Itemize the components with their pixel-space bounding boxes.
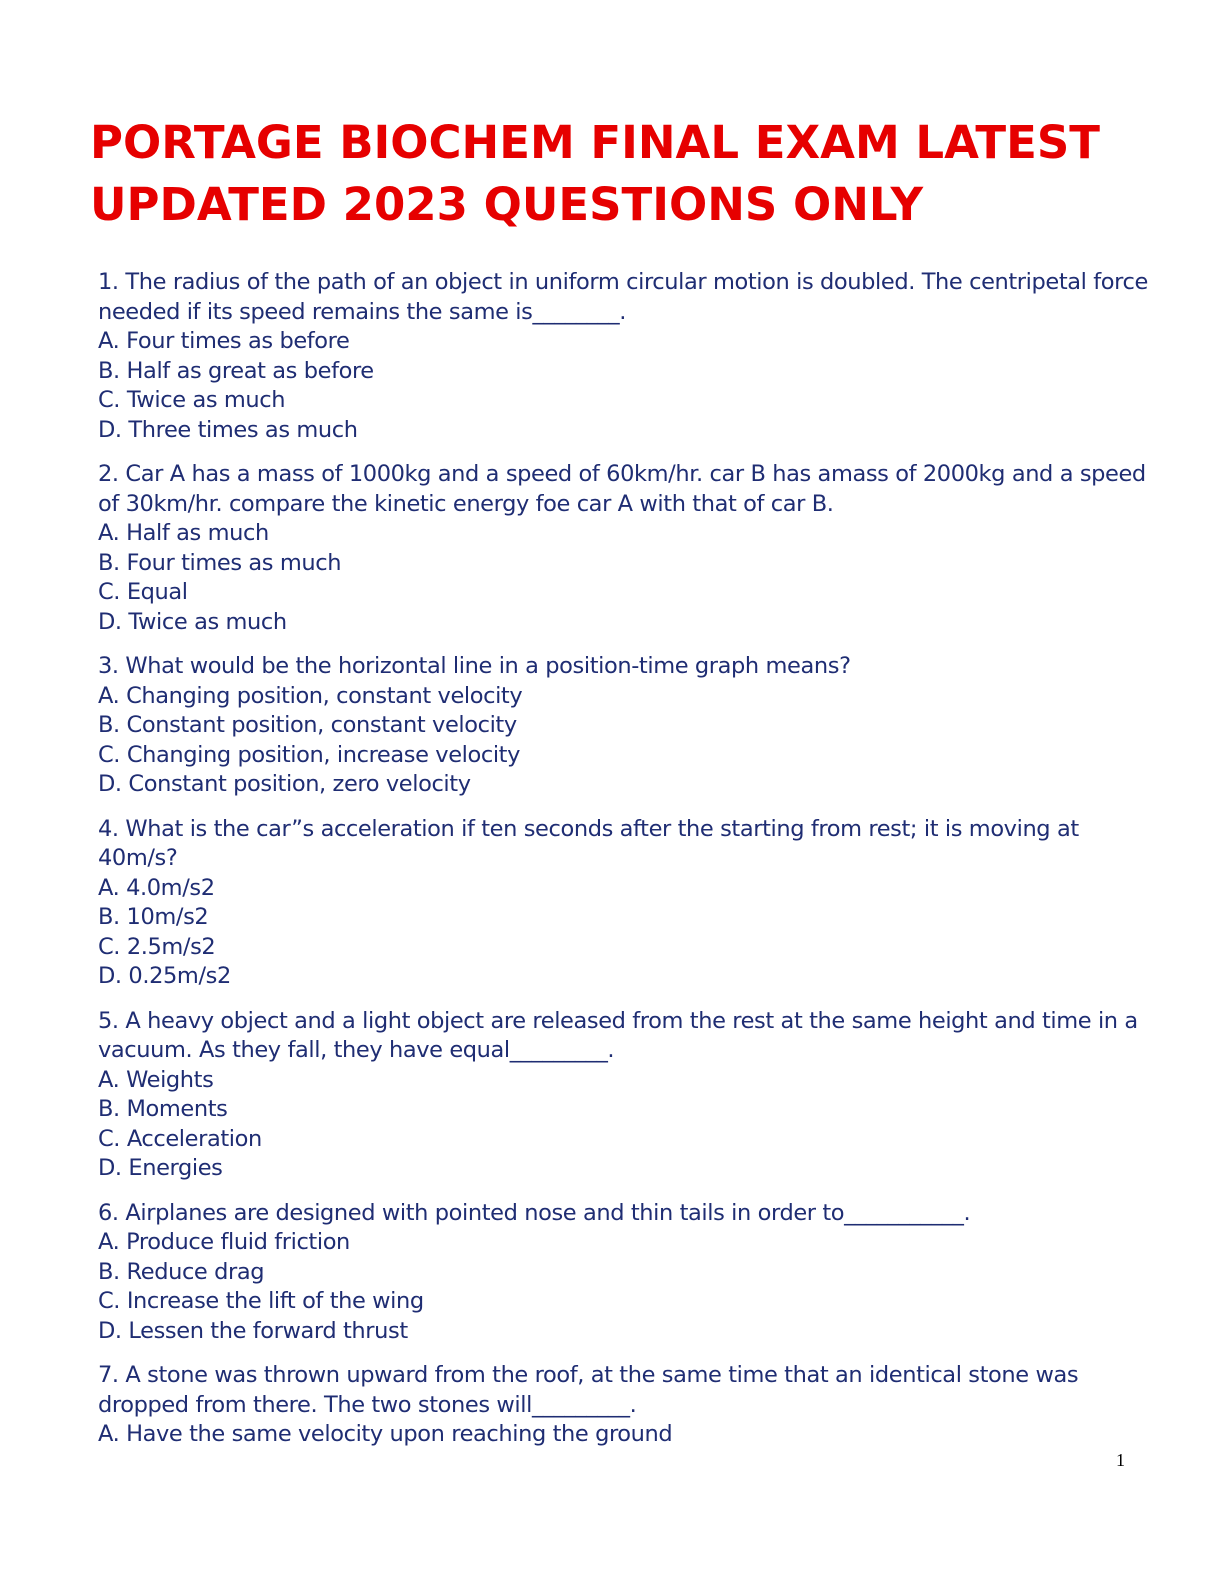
option-c: C. 2.5m/s2: [98, 933, 216, 960]
title-line-1: PORTAGE BIOCHEM FINAL EXAM LATEST: [90, 116, 1100, 169]
question-2: [98, 460, 1158, 637]
question-1: [98, 268, 1158, 445]
question-6: [98, 1199, 1158, 1347]
option-d: D. Lessen the forward thrust: [98, 1317, 408, 1344]
option-b: B. Half as great as before: [98, 357, 374, 384]
question-text: 1. The radius of the path of an object in uniform circular motion is doubled. The centripetal force needed if its speed remains the same is________.: [98, 269, 1148, 325]
option-d: D. 0.25m/s2: [98, 963, 231, 989]
option-a: A. Have the same velocity upon reaching the ground: [98, 1421, 673, 1447]
option-a: A. Changing position, constant velocity: [98, 682, 523, 709]
option-b: B. Constant position, constant velocity: [98, 712, 517, 738]
option-d: D. Constant position, zero velocity: [98, 771, 471, 797]
option-a: A. Produce fluid friction: [98, 1229, 350, 1255]
title-line-2: UPDATED 2023 QUESTIONS ONLY: [90, 178, 924, 231]
question-7: [98, 1361, 1158, 1450]
option-c: C. Changing position, increase velocity: [98, 741, 521, 768]
question-list: [98, 268, 1158, 1465]
option-d: D. Energies: [98, 1155, 223, 1181]
question-text: 3. What would be the horizontal line in a position-time graph means?: [98, 653, 851, 679]
option-c: C. Increase the lift of the wing: [98, 1288, 424, 1314]
option-b: B. Reduce drag: [98, 1258, 265, 1285]
option-c: C. Acceleration: [98, 1125, 262, 1152]
option-b: B. Four times as much: [98, 549, 342, 576]
option-a: A. Weights: [98, 1066, 214, 1093]
option-a: A. Half as much: [98, 520, 269, 546]
option-c: C. Twice as much: [98, 387, 286, 413]
question-5: [98, 1007, 1158, 1184]
option-b: B. Moments: [98, 1096, 228, 1122]
question-text: 5. A heavy object and a light object are released from the rest at the same height and time in a vacuum. As they fall, they have equal_________.: [98, 1007, 1138, 1063]
page-number: 1: [1116, 1450, 1125, 1470]
option-a: A. 4.0m/s2: [98, 874, 215, 901]
option-d: D. Three times as much: [98, 416, 358, 443]
question-text: 7. A stone was thrown upward from the roof, at the same time that an identical stone was dropped from there. The two stones will_________.: [98, 1362, 1079, 1418]
question-4: [98, 815, 1158, 992]
document-title: [90, 112, 1170, 236]
question-3: [98, 652, 1158, 800]
option-d: D. Twice as much: [98, 608, 287, 635]
option-b: B. 10m/s2: [98, 904, 209, 930]
option-c: C. Equal: [98, 579, 188, 605]
option-a: A. Four times as before: [98, 328, 350, 354]
question-text: 4. What is the car”s acceleration if ten seconds after the starting from rest; it is moving at 40m/s?: [98, 815, 1079, 871]
question-text: 2. Car A has a mass of 1000kg and a speed of 60km/hr. car B has amass of 2000kg and a speed of 30km/hr. compare the kinetic energy foe car A with that of car B.: [98, 461, 1146, 517]
question-text: 6. Airplanes are designed with pointed nose and thin tails in order to___________.: [98, 1199, 971, 1226]
